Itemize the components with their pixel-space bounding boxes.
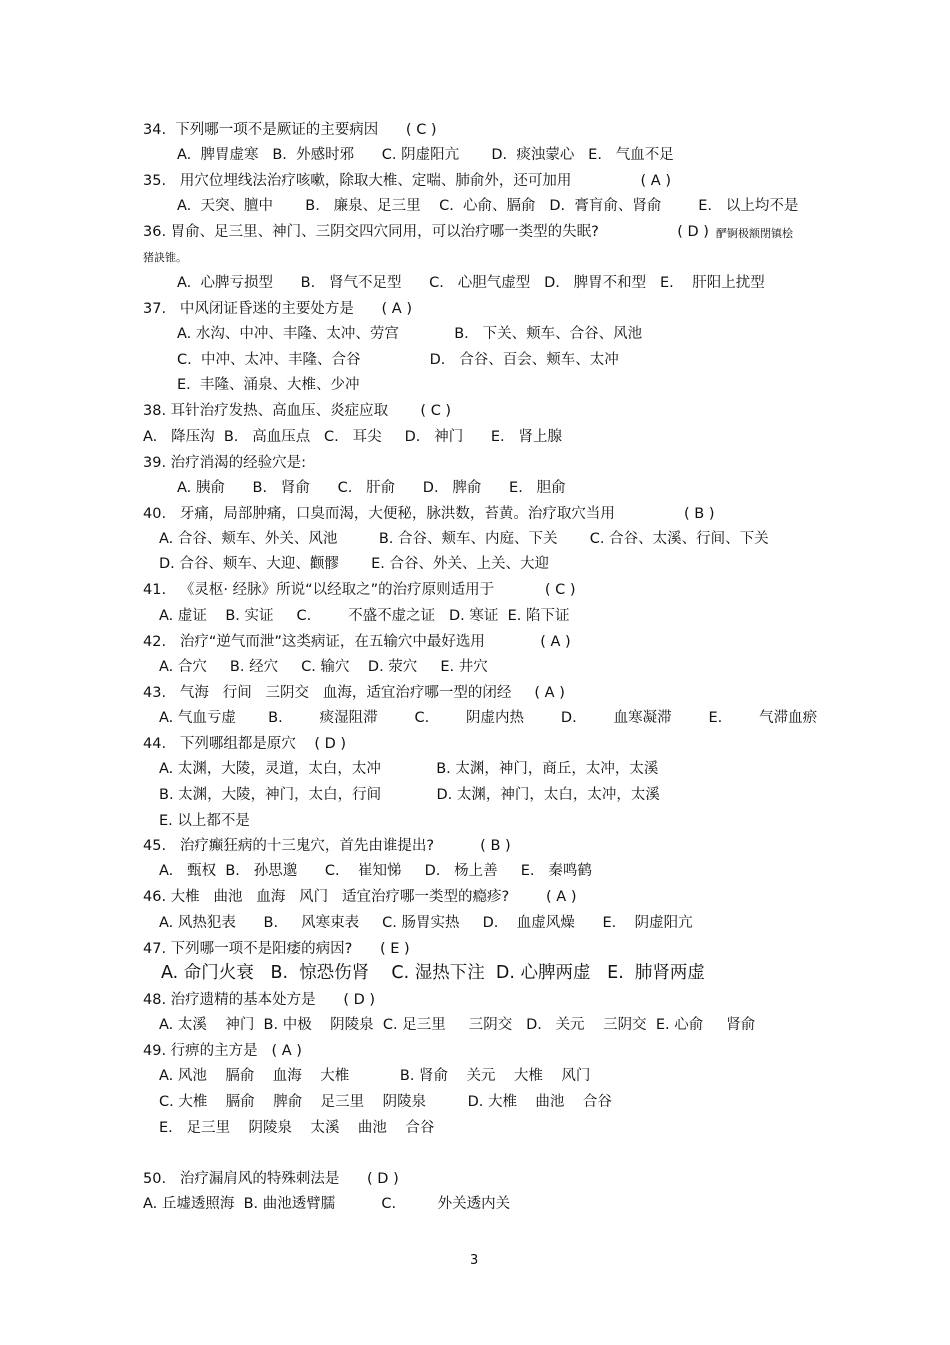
options-34: A. 脾胃虚寒 B. 外感时邪 C. 阴虚阳亢 D. 痰浊蒙心 E. 气血不足	[177, 147, 674, 163]
question-40: 40. 牙痛，局部肿痛，口臭而渴，大便秘，脉洪数，苔黄。治疗取穴当用 ( B )	[143, 506, 715, 522]
options-44-bd: B. 太渊，大陵，神门，太白，行间 D. 太渊，神门，太白，太冲，太溪	[159, 787, 660, 803]
question-43: 43. 气海 行间 三阴交 血海，适宜治疗哪一型的闭经 ( A )	[143, 685, 565, 701]
question-36: 36. 胃俞、足三里、神门、三阴交四穴同用，可以治疗哪一类型的失眠? ( D )	[143, 224, 709, 240]
options-38: A. 降压沟 B. 高血压点 C. 耳尖 D. 神门 E. 肾上腺	[143, 429, 562, 445]
question-34: 34. 下列哪一项不是厥证的主要病因 ( C )	[143, 122, 437, 138]
question-41: 41. 《灵枢· 经脉》所说“以经取之”的治疗原则适用于 ( C )	[143, 582, 576, 598]
question-44: 44. 下列哪组都是原穴 ( D )	[143, 736, 347, 752]
options-49-e: E. 足三里 阴陵泉 太溪 曲池 合谷	[159, 1120, 435, 1136]
options-36: A. 心脾亏损型 B. 肾气不足型 C. 心胆气虚型 D. 脾胃不和型 E. 肝阳上扰型	[177, 275, 765, 291]
options-45: A. 甄权 B. 孙思邈 C. 崔知悌 D. 杨上善 E. 秦鸣鹤	[159, 863, 592, 879]
options-41: A. 虚证 B. 实证 C. 不盛不虚之证 D. 寒证 E. 陷下证	[159, 608, 570, 624]
options-49-ab: A. 风池 膈俞 血海 大椎 B. 肾俞 关元 大椎 风门	[159, 1068, 591, 1084]
question-38: 38. 耳针治疗发热、高血压、炎症应取 ( C )	[143, 403, 452, 419]
garbled-text-b: 猪訣锥。	[143, 251, 187, 264]
question-46: 46. 大椎 曲池 血海 风门 适宜治疗哪一类型的瘾疹? ( A )	[143, 889, 577, 905]
question-50: 50. 治疗漏肩风的特殊刺法是 ( D )	[143, 1171, 399, 1187]
question-35: 35. 用穴位埋线法治疗咳嗽，除取大椎、定喘、肺俞外，还可加用 ( A )	[143, 173, 671, 189]
options-37-ab: A. 水沟、中冲、丰隆、太冲、劳宫 B. 下关、颊车、合谷、风池	[177, 326, 643, 342]
options-49-cd: C. 大椎 膈俞 脾俞 足三里 阴陵泉 D. 大椎 曲池 合谷	[159, 1094, 612, 1110]
options-44-ab: A. 太渊，大陵，灵道，太白，太冲 B. 太渊，神门，商丘，太冲，太溪	[159, 761, 659, 777]
options-47: A. 命门火衰 B. 惊恐伤肾 C. 湿热下注 D. 心脾两虚 E. 肺肾两虚	[161, 963, 705, 983]
options-42: A. 合穴 B. 经穴 C. 输穴 D. 荥穴 E. 井穴	[159, 659, 488, 675]
options-37-e: E. 丰隆、涌泉、大椎、少冲	[177, 377, 360, 393]
question-49: 49. 行痹的主方是 ( A )	[143, 1043, 302, 1059]
options-48: A. 太溪 神门 B. 中极 阴陵泉 C. 足三里 三阴交 D. 关元 三阴交 E. 心俞 肾俞	[159, 1017, 756, 1033]
question-39: 39. 治疗消渴的经验穴是:	[143, 455, 307, 471]
options-50: A. 丘墟透照海 B. 曲池透臂臑 C. 外关透内关	[143, 1196, 511, 1212]
options-43: A. 气血亏虚 B. 痰湿阻滞 C. 阴虚内热 D. 血寒凝滞 E. 气滞血瘀	[159, 710, 818, 726]
options-44-e: E. 以上都不是	[159, 813, 250, 829]
question-47: 47. 下列哪一项不是阳痿的病因? ( E )	[143, 941, 410, 957]
page-number: 3	[470, 1253, 479, 1268]
question-48: 48. 治疗遗精的基本处方是 ( D )	[143, 992, 376, 1008]
options-37-cd: C. 中冲、太冲、丰隆、合谷 D. 合谷、百会、颊车、太冲	[177, 352, 619, 368]
options-46: A. 风热犯表 B. 风寒束表 C. 肠胃实热 D. 血虚风燥 E. 阴虚阳亢	[159, 915, 693, 931]
question-42: 42. 治疗“逆气而泄”这类病证，在五输穴中最好选用 ( A )	[143, 634, 571, 650]
question-45: 45. 治疗癫狂病的十三鬼穴，首先由谁提出? ( B )	[143, 838, 511, 854]
options-40-de: D. 合谷、颊车、大迎、颧髎 E. 合谷、外关、上关、大迎	[159, 556, 550, 572]
question-37: 37. 中风闭证昏迷的主要处方是 ( A )	[143, 301, 412, 317]
options-40-abc: A. 合谷、颊车、外关、风池 B. 合谷、颊车、内庭、下关 C. 合谷、太溪、行间、下关	[159, 531, 769, 547]
garbled-text-a: 酽锕极额閉镇桧	[716, 227, 793, 240]
options-39: A. 胰俞 B. 肾俞 C. 肝俞 D. 脾俞 E. 胆俞	[177, 480, 566, 496]
options-35: A. 天突、膻中 B. 廉泉、足三里 C. 心俞、膈俞 D. 膏肓俞、肾俞 E. 以上均不是	[177, 198, 799, 214]
